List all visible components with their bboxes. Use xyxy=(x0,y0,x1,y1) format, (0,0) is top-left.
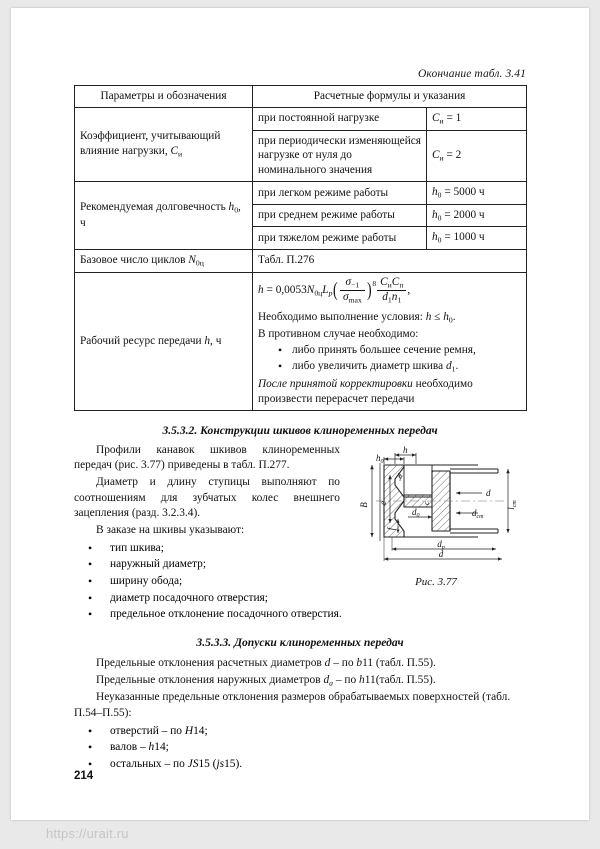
label-h: h xyxy=(403,444,408,455)
paragraph-outer-diameters: Предельные отклонения наружных диаметров $d_a$ – по h11(табл. П.55). xyxy=(96,673,436,688)
label-c: c xyxy=(422,500,431,505)
table-row xyxy=(75,272,527,410)
value-h0-2000: $h_0 = 2000$ ч xyxy=(427,204,527,227)
list-item: • либо увеличить диаметр шкива $d_1$. xyxy=(292,359,521,375)
resource-formula: $h = 0,0053N_{0ц}L_p$( $\frac{\sigma_{-1}}{\sigma_{max}}$ )8 $\frac{C_иC_п}{d_1n_1}$ , xyxy=(258,275,411,305)
label-dp: $d_р$ xyxy=(437,538,445,551)
param-recommended-durability: Рекомендуемая долговечность $h_0$, ч xyxy=(75,182,253,250)
list-item: • валов – h14; xyxy=(110,739,526,756)
document-page xyxy=(11,8,589,820)
condition-variable-load: при периодически изменяющейся нагрузке от нуля до номинального значения xyxy=(253,130,427,182)
paragraph: В заказе на шкивы указывают: xyxy=(96,524,245,537)
resource-condition: Необходимо выполнение условия: $h \le h_0$. xyxy=(258,310,456,325)
right-paren: ) xyxy=(366,279,372,302)
paragraph: Профили канавок шкивов клиноременных передач (рис. 3.77) приведены в табл. П.277. xyxy=(74,443,340,472)
value-cn-2: $C_и = 2$ xyxy=(427,130,527,182)
paragraph-unspecified-tolerances: Неуказанные предельные отклонения размеров обрабатываемых поверхностей (табл. П.54–П.55): xyxy=(74,691,511,720)
list-item: • диаметр посадочного отверстия; xyxy=(110,590,526,607)
coef-fraction: $\frac{C_иC_п}{d_1n_1}$ xyxy=(377,276,406,305)
section-heading-pulley-designs: 3.5.3.2. Конструкции шкивов клиноременных передач xyxy=(162,423,438,437)
page-content xyxy=(74,68,526,772)
param-base-cycles: Базовое число циклов $N_{0ц}$ xyxy=(75,250,253,273)
condition-light-mode: при легком режиме работы xyxy=(253,182,427,205)
page-number: 214 xyxy=(74,770,94,782)
section-heading-tolerances: 3.5.3.3. Допуски клиноременных передач xyxy=(196,635,404,649)
running-head: Окончание табл. 3.41 xyxy=(418,68,526,80)
list-item: • остальных – по JS15 (js15). xyxy=(110,756,526,773)
working-resource-instructions xyxy=(253,272,527,410)
label-d0: $d_0$ xyxy=(412,506,420,519)
value-cn-1: $C_и = 1$ xyxy=(427,107,527,130)
parameters-table xyxy=(74,85,527,411)
watermark-url: https://urait.ru xyxy=(46,826,129,841)
resource-otherwise: В противном случае необходимо: xyxy=(258,328,419,341)
condition-medium-mode: при среднем режиме работы xyxy=(253,204,427,227)
table-row xyxy=(75,250,527,273)
label-e: e xyxy=(378,500,388,505)
label-alpha: α xyxy=(394,471,405,480)
tolerance-bullets xyxy=(74,723,526,773)
resource-after-note: После принятой корректировки необходимо произвести перерасчет передачи xyxy=(258,377,473,405)
list-item: • либо принять большее сечение ремня, xyxy=(292,343,521,358)
value-h0-5000: $h_0 = 5000$ ч xyxy=(427,182,527,205)
resource-bullets xyxy=(258,343,521,375)
table-header-row xyxy=(75,86,527,108)
stress-ratio-fraction: $\frac{\sigma_{-1}}{\sigma_{max}}$ xyxy=(340,276,365,305)
left-paren: ( xyxy=(333,279,339,302)
condition-heavy-mode: при тяжелом режиме работы xyxy=(253,227,427,250)
param-working-resource: Рабочий ресурс передачи h, ч xyxy=(75,272,253,410)
table-row xyxy=(75,107,527,130)
list-item: • тип шкива; xyxy=(110,540,526,557)
value-h0-1000: $h_0 = 1000$ ч xyxy=(427,227,527,250)
pulley-order-bullets xyxy=(74,540,526,623)
label-h0: $h_0$ xyxy=(376,452,384,465)
label-d-outer: d xyxy=(438,548,444,559)
table-row xyxy=(75,182,527,205)
condition-constant-load: при постоянной нагрузке xyxy=(253,107,427,130)
exponent-8: 8 xyxy=(372,279,377,289)
list-item: • предельное отклонение посадочного отверстия. xyxy=(110,606,526,623)
section-body-pulley-designs xyxy=(74,443,342,539)
paragraph: Диаметр и длину ступицы выполняют по соотношениям для зубчатых колес внешнего зацепления (разд. 3.2.3.4). xyxy=(74,476,340,520)
section-body-tolerances xyxy=(74,655,526,722)
table-header-params: Параметры и обозначения xyxy=(75,86,253,108)
label-d: d xyxy=(486,487,491,498)
label-lst: $l_{ст}$ xyxy=(506,499,518,510)
label-dst: $d_{ст}$ xyxy=(472,507,484,520)
param-load-coefficient: Коэффициент, учитывающий влияние нагрузки, $C_и$ xyxy=(75,107,253,181)
label-f: f xyxy=(386,527,396,530)
list-item: • ширину обода; xyxy=(110,573,526,590)
label-B: B xyxy=(359,501,369,508)
list-item: • наружный диаметр; xyxy=(110,556,526,573)
figure-caption: Рис. 3.77 xyxy=(415,575,457,588)
table-header-formulas: Расчетные формулы и указания xyxy=(253,86,527,108)
value-base-cycles: Табл. П.276 xyxy=(253,250,527,273)
list-item: • отверстий – по H14; xyxy=(110,723,526,740)
paragraph-calc-diameters: Предельные отклонения расчетных диаметров d – по b11 (табл. П.55). xyxy=(96,656,436,669)
